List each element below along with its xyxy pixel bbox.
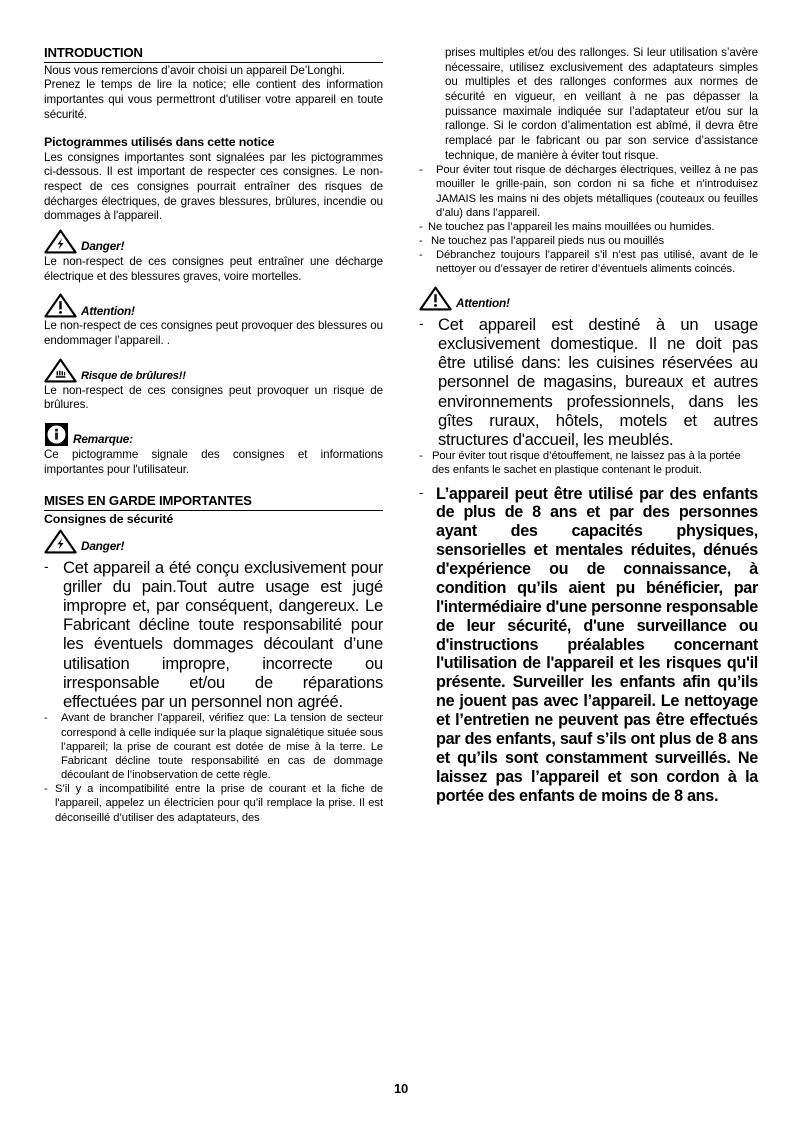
list-item-text: Pour éviter tout risque d’étouffement, ne laissez pas à la portée des enfants le sachet en plastique contenant le produit. <box>432 450 741 477</box>
list-item <box>44 558 383 712</box>
continuation-paragraph: prises multiples et/ou des rallonges. Si leur utilisation s’avère nécessaire, utilisez exclusivement des adaptateurs simples ou multiples et des rallonges conformes aux normes de sécurité en vigueur, en veillant à ne pas dépasser la puissance maximale indiquée sur l’adaptateur et/ou sur la rallonge. Si le cordon d’alimentation est abîmé, il devra être remplacé par le fabricant ou par son service d’assistance technique, de manière à éviter tout risque. <box>445 46 758 162</box>
list-item <box>419 163 758 220</box>
list-dash: - <box>419 220 423 233</box>
danger-label: Danger! <box>81 538 125 553</box>
list-dash: - <box>419 314 424 331</box>
intro-paragraph: Prenez le temps de lire la notice; elle contient des information importantes qui vous permettront d'utiliser votre appareil en toute sécurité. <box>44 78 383 121</box>
two-column-body <box>44 46 758 825</box>
list-item <box>419 315 758 450</box>
danger-label: Danger! <box>81 239 125 254</box>
spacer <box>419 478 758 485</box>
heading-rule <box>44 62 383 63</box>
heading-pictogrammes: Pictogrammes utilisés dans cette notice <box>44 135 275 150</box>
warning-triangle-icon <box>44 293 77 318</box>
spacer <box>44 122 383 135</box>
list-item <box>419 449 758 477</box>
spacer <box>419 277 758 284</box>
list-item <box>419 234 758 248</box>
attention-pictogram-line <box>419 286 758 311</box>
danger-pictogram-line <box>44 229 383 254</box>
heading-consignes-securite: Consignes de sécurité <box>44 512 174 527</box>
list-dash: - <box>419 450 423 463</box>
list-item-text: Cet appareil est destiné à un usage exclusivement domestique. Il ne doit pas être utilisé dans: les cuisines réservées au personnel de magasins, bureaux et autres environnements professionnels, dans les gîtes ruraux, hôtels, motels et autres structures d'accueil, les meublés. <box>438 314 758 450</box>
list-dash: - <box>44 557 49 574</box>
spacer <box>44 477 383 494</box>
list-dash: - <box>44 712 48 725</box>
attention-label: Attention! <box>456 295 510 310</box>
list-item-text: Avant de brancher l’appareil, vérifiez que: La tension de secteur correspond à celle indiquée sur la plaque signalétique située sous l’appareil; la prise de courant est dotée de mise à la terre. Le Fabricant décline toute responsabilité en cas de dommage découlant de l’inobservation de cette règle. <box>61 712 383 782</box>
brulures-label: Risque de brûlures!! <box>81 369 186 382</box>
remarque-paragraph: Ce pictogramme signale des consignes et informations importantes pour l'utilisateur. <box>44 448 383 476</box>
list-item <box>44 782 383 825</box>
list-item-text: Cet appareil a été conçu exclusivement pour griller du pain.Tout autre usage est jugé impropre et, par conséquent, dangereux. Le Fabricant décline toute responsabilité pour les éventuels dommages découlant d’une utilisation impropre, incorrecte ou irresponsable et/ou de réparations effectuées par un personnel non agréé. <box>63 557 383 712</box>
heading-mises-en-garde: MISES EN GARDE IMPORTANTES <box>44 493 252 509</box>
page-title-introduction: INTRODUCTION <box>44 45 143 60</box>
spacer <box>44 224 383 227</box>
remarque-pictogram-line <box>44 422 383 447</box>
intro-thanks-line: Nous vous remercions d’avoir choisi un appareil De’Longhi. <box>44 63 345 77</box>
warning-triangle-icon <box>419 286 452 311</box>
list-item-text: Ne touchez pas l’appareil les mains mouillées ou humides. <box>428 220 715 233</box>
list-item <box>419 485 758 806</box>
list-dash: - <box>419 164 423 177</box>
list-item-text: Ne touchez pas l’appareil pieds nus ou mouillés <box>431 235 665 248</box>
list-item-text: L’appareil peut être utilisé par des enfants de plus de 8 ans et par des personnes ayant des capacités physiques, sensorielles et mentales réduites, dénués d'expérience ou de connaissance, à condition qu’ils aient pu bénéficier, par l'intermédiaire d'une personne responsable de leur sécurité, d'une surveillance ou d'instructions préalables concernant l'utilisation de l'appareil et les risques qu'il présente. Surveiller les enfants afin qu’ils ne jouent pas avec l’appareil. Le nettoyage et l’entretien ne peuvent pas être effectués par des enfants, sauf s’ils ont plus de 8 ans et qu’ils sont constamment surveillés. Ne laissez pas l’appareil et son cordon à la portée des enfants de moins de 8 ans. <box>436 484 758 805</box>
page-number: 10 <box>393 1081 409 1096</box>
list-item <box>44 711 383 782</box>
pictogrammes-paragraph: Les consignes importantes sont signalées par les pictogrammes ci-dessous. Il est important de respecter ces consignes. Le non-respect de ces consignes pourrait entraîner des risques de décharges électriques, de graves blessures, brûlures, incendie ou dommages à l'appareil. <box>44 150 383 223</box>
hot-surface-triangle-icon <box>44 358 77 383</box>
attention-pictogram-line <box>44 293 383 318</box>
list-dash: - <box>419 235 423 248</box>
attention-paragraph: Le non-respect de ces consignes peut provoquer des blessures ou endommager l’appareil. . <box>44 319 383 348</box>
danger-paragraph: Le non-respect de ces consignes peut entraîner une décharge électrique et des blessures graves, voire mortelles. <box>44 255 383 283</box>
right-column <box>419 46 758 825</box>
list-item-text: Débranchez toujours l’appareil s’il n’est pas utilisé, avant de le nettoyer ou d’essayer de retirer d’éventuels aliments coincés. <box>436 249 758 276</box>
left-column <box>44 46 383 825</box>
brulures-paragraph: Le non-respect de ces consignes peut provoquer un risque de brûlures. <box>44 383 383 412</box>
electric-shock-triangle-icon <box>44 229 77 254</box>
list-item <box>419 248 758 276</box>
list-dash: - <box>419 484 424 500</box>
heading-rule-2 <box>44 510 383 511</box>
remarque-label: Remarque: <box>73 432 133 447</box>
list-item <box>419 220 758 234</box>
list-item-text: S’il y a incompatibilité entre la prise de courant et la fiche de l'appareil, appelez un électricien pour qu’il remplace la prise. Il est déconseillé d’utiliser des adaptateurs, des <box>55 783 383 824</box>
list-dash: - <box>44 783 48 796</box>
list-item-text: Pour éviter tout risque de décharges électriques, veillez à ne pas mouiller le grille-pain, son cordon ni sa fiche et n’introduisez JAMAIS les mains ni des objets métalliques (couteaux ou feuilles d’alu) dans l’appareil. <box>436 164 758 219</box>
list-dash: - <box>419 249 423 262</box>
attention-label: Attention! <box>81 303 135 318</box>
danger2-pictogram-line <box>44 529 383 554</box>
spacer <box>44 349 383 356</box>
info-square-icon <box>44 422 69 447</box>
electric-shock-triangle-icon <box>44 529 77 554</box>
spacer <box>44 413 383 420</box>
spacer <box>44 284 383 291</box>
brulures-pictogram-line <box>44 358 383 383</box>
